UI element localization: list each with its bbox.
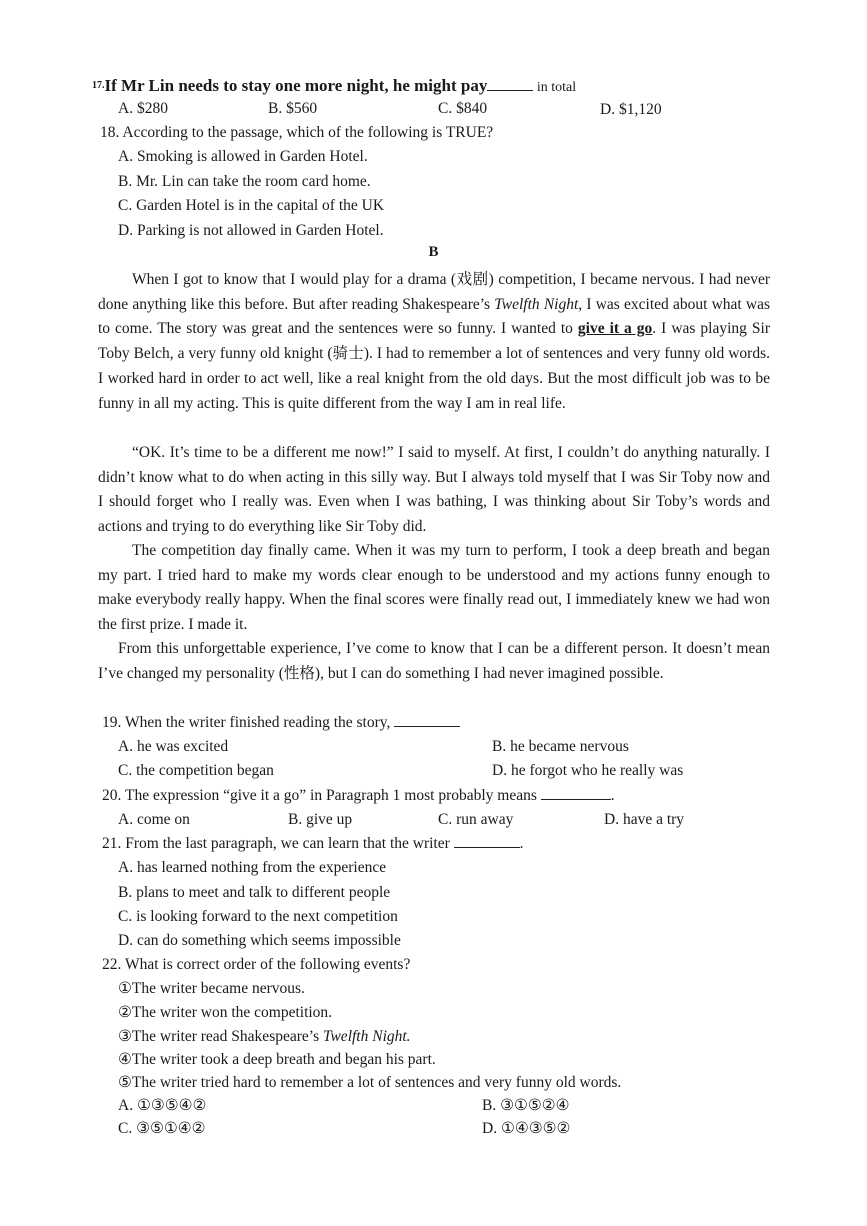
q19-stem — [102, 713, 460, 733]
q17-option-a[interactable]: A. $280 — [118, 100, 168, 117]
q19-option-a[interactable]: A. he was excited — [118, 738, 229, 755]
q19-option-c[interactable]: C. the competition began — [118, 762, 274, 779]
q17-option-c[interactable]: C. $840 — [438, 100, 488, 117]
event-3-title: Twelfth Night. — [323, 1028, 411, 1045]
event-3-text: The writer read Shakespeare’s — [131, 1028, 323, 1045]
q17-text: If Mr Lin needs to stay one more night, he might pay — [104, 76, 488, 95]
event-1 — [118, 979, 305, 999]
q20-stem: 20. The expression “give it a go” in Paragraph 1 most probably means . — [102, 787, 615, 804]
q18-option-d[interactable]: D. Parking is not allowed in Garden Hotel. — [118, 222, 384, 239]
q22-option-b[interactable]: B. ③①⑤②④ — [482, 1097, 570, 1114]
passage-paragraph-1 — [98, 268, 770, 416]
p1-text-c: . I was playing Sir Toby Belch, a very funny old knight (骑士). I had to remember a lot of sentences and very funny old words. I worked hard in order to act well, like a real knight from the old days. But the most difficult job was to be funny in all my acting. This is quite different from the way I am in real life. — [98, 320, 770, 412]
q19-option-b[interactable]: B. he became nervous — [492, 738, 629, 755]
answer-blank — [394, 714, 460, 727]
q21-option-c[interactable]: C. is looking forward to the next competition — [118, 908, 398, 925]
q17-option-d[interactable]: D. $1,120 — [600, 101, 662, 118]
q19-stem-text: 19. When the writer finished reading the story, — [102, 714, 395, 731]
q18-stem: 18. According to the passage, which of the following is TRUE? — [100, 124, 494, 141]
q21-stem-text: 21. From the last paragraph, we can learn that the writer — [102, 835, 454, 852]
q18-option-a[interactable]: A. Smoking is allowed in Garden Hotel. — [118, 148, 368, 165]
event-1-number: ① — [118, 980, 132, 997]
event-5-number: ⑤ — [118, 1074, 132, 1091]
passage-paragraph-2: “OK. It’s time to be a different me now!” I said to myself. At first, I couldn’t do anything naturally. I didn’t know what to do when acting in this silly way. But I always told myself that I was Sir Toby now and I should forget who I really was. Even when I was bathing, I was thinking about Sir Toby’s words and actions and trying to do everything like Sir Toby did. — [98, 444, 770, 536]
q20-stem-text: 20. The expression “give it a go” in Paragraph 1 most probably means — [102, 787, 541, 804]
event-2 — [118, 1003, 332, 1023]
passage-paragraph-3: The competition day finally came. When it was my turn to perform, I took a deep breath and began my part. I tried hard to make my words clear enough to be understood and my actions funny enough to make everybody really happy. When the final scores were finally read out, I immediately knew we had won the first prize. I made it. — [98, 542, 770, 634]
event-3 — [118, 1027, 411, 1047]
event-5-text: The writer tried hard to remember a lot of sentences and very funny old words. — [131, 1074, 622, 1091]
q20-option-d[interactable]: D. have a try — [604, 811, 685, 828]
q20-option-b[interactable]: B. give up — [288, 811, 353, 828]
q17-stem — [92, 76, 576, 98]
answer-blank — [487, 78, 533, 91]
q17-number: 17. — [92, 80, 105, 91]
q22-option-a[interactable]: A. ①③⑤④② — [118, 1097, 207, 1114]
q20-option-c[interactable]: C. run away — [438, 811, 514, 828]
answer-blank — [454, 835, 520, 848]
event-1-text: The writer became nervous. — [131, 980, 305, 997]
q18-option-b[interactable]: B. Mr. Lin can take the room card home. — [118, 173, 371, 190]
q18-option-c[interactable]: C. Garden Hotel is in the capital of the UK — [118, 197, 385, 214]
q22-option-c[interactable]: C. ③⑤①④② — [118, 1120, 206, 1137]
event-3-number: ③ — [118, 1028, 132, 1045]
p1-text-a: When I got to know that I would play for a drama (戏剧) competition, I became nervous. I had never done anything like this before. But after reading Shakespeare’s — [98, 271, 770, 313]
event-2-text: The writer won the competition. — [131, 1004, 333, 1021]
q21-stem: 21. From the last paragraph, we can learn that the writer . — [102, 835, 524, 852]
event-5 — [118, 1073, 621, 1093]
p1-text-b: , I was excited about what was to come. The story was great and the sentences were so funny. I wanted to — [98, 295, 770, 338]
q22-option-d[interactable]: D. ①④③⑤② — [482, 1120, 571, 1137]
q22-stem: 22. What is correct order of the following events? — [102, 956, 411, 973]
passage-paragraph-4: From this unforgettable experience, I’ve come to know that I can be a different person. It doesn’t mean I’ve changed my personality (性格), but I can do something I had never imagined possible. — [98, 640, 770, 682]
q20-option-a[interactable]: A. come on — [118, 811, 190, 828]
play-title: Twelfth Night — [494, 295, 579, 313]
event-4-text: The writer took a deep breath and began his part. — [131, 1051, 436, 1068]
answer-blank — [541, 787, 611, 800]
event-4 — [118, 1050, 436, 1070]
q21-option-d[interactable]: D. can do something which seems impossible — [118, 932, 401, 949]
q21-option-a[interactable]: A. has learned nothing from the experience — [118, 859, 387, 876]
q21-option-b[interactable]: B. plans to meet and talk to different people — [118, 884, 391, 901]
underlined-phrase: give it a go — [577, 320, 653, 338]
event-2-number: ② — [118, 1004, 132, 1021]
section-heading: B — [428, 244, 439, 260]
event-4-number: ④ — [118, 1051, 132, 1068]
q17-option-b[interactable]: B. $560 — [268, 100, 318, 117]
q19-option-d[interactable]: D. he forgot who he really was — [492, 762, 684, 779]
q17-tail: in total — [533, 80, 577, 95]
